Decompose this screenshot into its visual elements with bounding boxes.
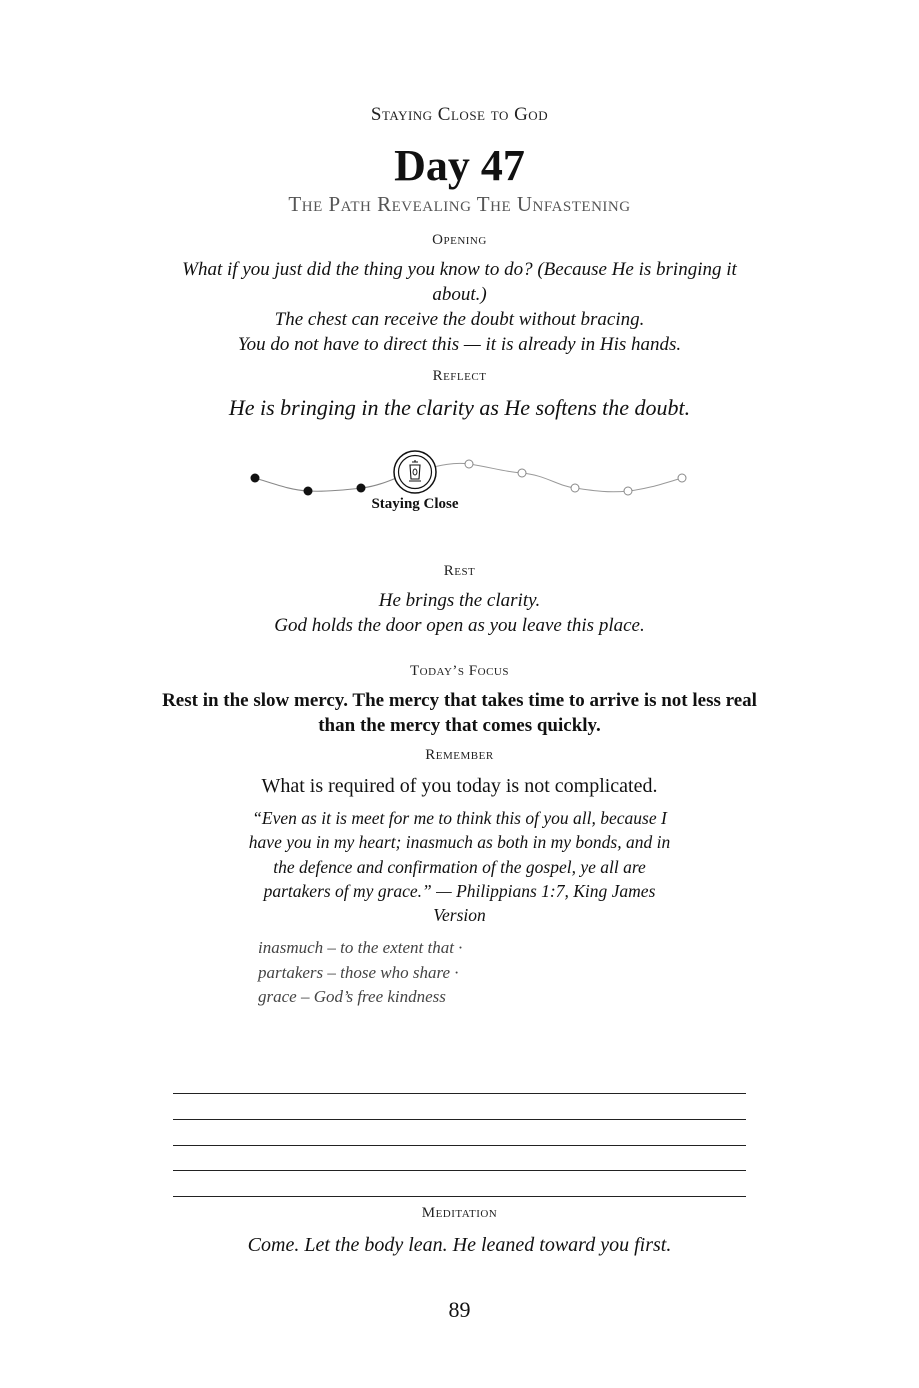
writing-line[interactable] [173, 1119, 746, 1120]
progress-step-9 [678, 474, 686, 482]
journey-progress [0, 440, 919, 500]
glossary-item: inasmuch – to the extent that · [258, 938, 463, 957]
opening-line-1: What if you just did the thing you know to do? (Because He is bringing it about.) [182, 259, 737, 305]
progress-path-done [255, 473, 408, 491]
scripture-block [0, 806, 919, 927]
page-number: 89 [448, 1297, 471, 1322]
progress-step-2 [304, 487, 313, 496]
meditation-text: Come. Let the body lean. He leaned toward you first. [247, 1234, 672, 1256]
rest-line-1: He brings the clarity. [378, 590, 541, 611]
opening-line-3: You do not have to direct this — it is already in His hands. [237, 334, 682, 355]
progress-step-5 [465, 460, 473, 468]
series-title: Staying Close to God [370, 104, 549, 125]
remember-label: Remember [425, 747, 494, 763]
glossary-item: partakers – those who share · [258, 962, 459, 982]
progress-step-7 [571, 484, 579, 492]
progress-step-1 [251, 474, 260, 483]
writing-line[interactable] [173, 1170, 746, 1171]
progress-step-8 [624, 487, 632, 495]
progress-path-remaining [422, 463, 682, 491]
remember-text: What is required of you today is not complicated. [261, 775, 658, 797]
opening-label: Opening [432, 232, 487, 248]
focus-label: Today’s Focus [410, 663, 509, 679]
reflect-text: He is bringing in the clarity as He softens the doubt. [228, 395, 691, 420]
writing-line[interactable] [173, 1093, 746, 1094]
opening-text [0, 257, 919, 357]
progress-step-3 [357, 484, 366, 493]
opening-line-2: The chest can receive the doubt without bracing. [274, 309, 645, 330]
meditation-label: Meditation [421, 1205, 498, 1221]
writing-line[interactable] [173, 1145, 746, 1146]
focus-text-block [0, 688, 919, 738]
focus-text: Rest in the slow mercy. The mercy that takes time to arrive is not less real than the mercy that comes quickly. [162, 690, 757, 736]
lantern-icon [394, 451, 436, 493]
scripture-verse: “Even as it is meet for me to think this of you all, because I have you in my heart; inasmuch as both in my bonds, and in the defence and confirmation of the gospel, ye all are partakers of my grace.” — Philippians 1:7, King James Version [248, 808, 671, 926]
rest-line-2: God holds the door open as you leave this place. [274, 615, 645, 636]
progress-step-6 [518, 469, 526, 477]
progress-current-label: Staying Close [371, 496, 459, 512]
reflect-label: Reflect [432, 368, 487, 384]
rest-label: Rest [443, 563, 476, 579]
glossary [258, 936, 462, 1010]
day-title: Day 47 [394, 141, 525, 190]
rest-text [0, 588, 919, 638]
writing-line[interactable] [173, 1196, 746, 1197]
day-subtitle: The Path Revealing The Unfastening [288, 192, 631, 216]
glossary-item: grace – God’s free kindness [258, 987, 446, 1006]
